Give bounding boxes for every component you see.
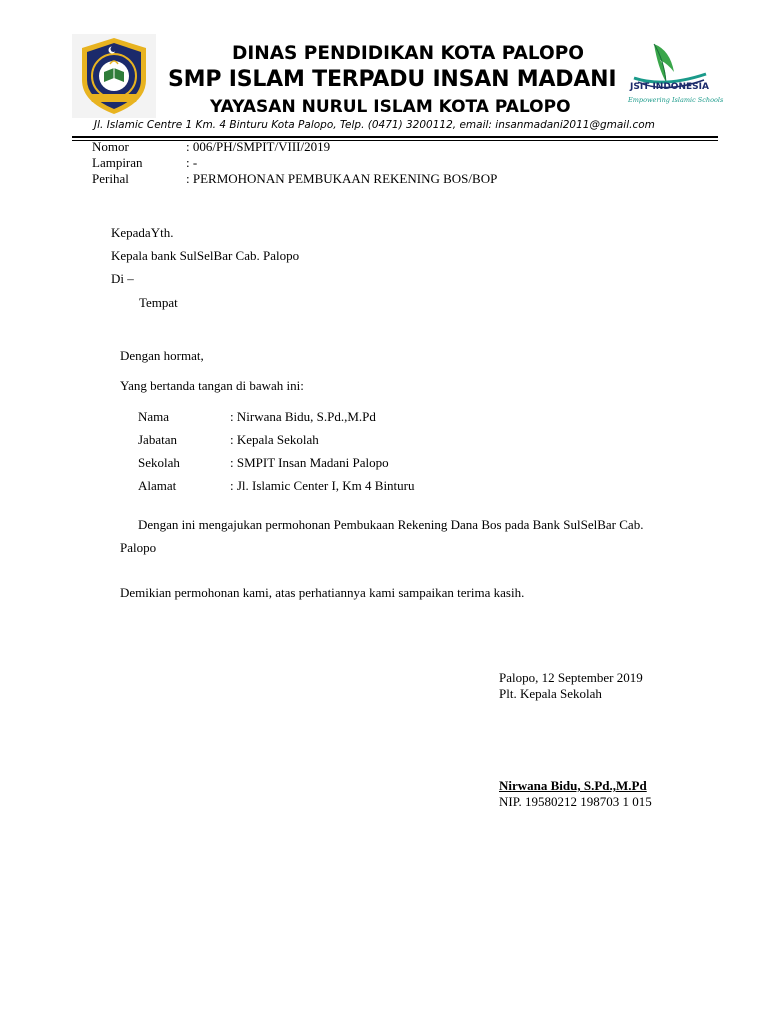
detail-value-alamat: : Jl. Islamic Center I, Km 4 Binturu	[230, 478, 415, 493]
detail-value-sekolah: : SMPIT Insan Madani Palopo	[230, 455, 389, 470]
detail-value-jabatan: : Kepala Sekolah	[230, 432, 319, 447]
quill-pen-icon	[624, 38, 714, 118]
detail-label-nama: Nama	[138, 409, 170, 424]
recipient-name: Kepala bank SulSelBar Cab. Palopo	[111, 248, 300, 263]
letterhead-line1: DINAS PENDIDIKAN KOTA PALOPO	[232, 43, 585, 64]
letterhead	[0, 0, 768, 140]
detail-value-nama: : Nirwana Bidu, S.Pd.,M.Pd	[230, 409, 376, 424]
request-paragraph-line1: Dengan ini mengajukan permohonan Pembukaan Rekening Dana Bos pada Bank SulSelBar Cab.	[138, 517, 644, 532]
signature-position: Plt. Kepala Sekolah	[499, 686, 602, 701]
meta-value-nomor: : 006/PH/SMPIT/VIII/2019	[186, 139, 331, 154]
signature-nip: NIP. 19580212 198703 1 015	[499, 794, 652, 809]
school-name: SMP ISLAM TERPADU INSAN MADANI	[168, 67, 617, 92]
recipient-di: Di –	[111, 271, 134, 286]
closing-text: Demikian permohonan kami, atas perhatiannya kami sampaikan terima kasih.	[120, 585, 525, 600]
intro-text: Yang bertanda tangan di bawah ini:	[120, 378, 304, 393]
letterhead-line3: YAYASAN NURUL ISLAM KOTA PALOPO	[210, 97, 571, 117]
jsit-logo	[624, 38, 724, 118]
signature-name: Nirwana Bidu, S.Pd.,M.Pd	[499, 778, 647, 793]
signature-place-date: Palopo, 12 September 2019	[499, 670, 643, 685]
meta-label-lampiran: Lampiran	[92, 155, 143, 170]
meta-label-perihal: Perihal	[92, 171, 129, 186]
detail-label-jabatan: Jabatan	[138, 432, 177, 447]
recipient-place: Tempat	[139, 295, 178, 310]
request-paragraph-line2: Palopo	[120, 540, 157, 555]
meta-value-lampiran: : -	[186, 155, 198, 170]
school-emblem-icon	[72, 34, 156, 118]
recipient-salutation: KepadaYth.	[111, 225, 174, 240]
letterhead-divider-thin	[72, 140, 718, 141]
meta-value-perihal: : PERMOHONAN PEMBUKAAN REKENING BOS/BOP	[186, 171, 498, 186]
greeting: Dengan hormat,	[120, 348, 204, 363]
jsit-title: JSIT INDONESIA	[630, 82, 709, 92]
jsit-tagline: Empowering Islamic Schools	[628, 96, 724, 104]
letterhead-divider	[72, 136, 718, 138]
detail-label-sekolah: Sekolah	[138, 455, 180, 470]
letterhead-address: Jl. Islamic Centre 1 Km. 4 Binturu Kota Palopo, Telp. (0471) 3200112, email: insanmadani2011@gmail.com	[94, 119, 655, 131]
detail-label-alamat: Alamat	[138, 478, 177, 493]
meta-label-nomor: Nomor	[92, 139, 129, 154]
